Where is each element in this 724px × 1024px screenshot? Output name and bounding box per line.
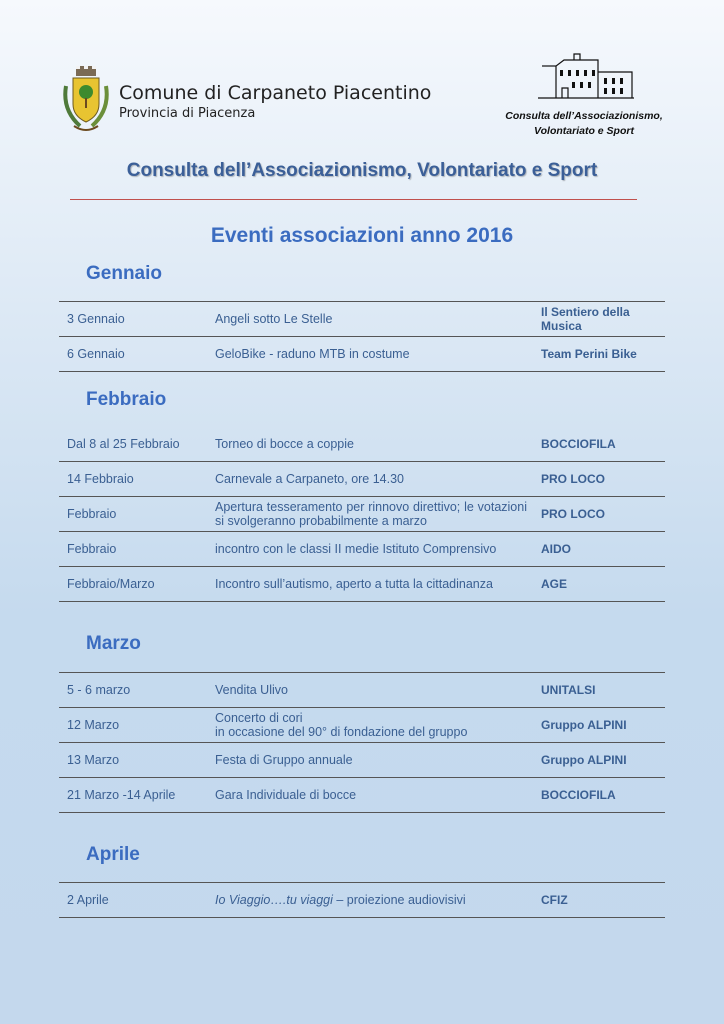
table-row (59, 532, 665, 567)
event-organizer: BOCCIOFILA (541, 788, 616, 802)
table-row (59, 302, 665, 337)
month-heading: Aprile (86, 844, 140, 865)
event-organizer: UNITALSI (541, 683, 596, 697)
event-title: Torneo di bocce a coppie (215, 437, 354, 451)
event-date: 2 Aprile (67, 893, 109, 907)
event-organizer: PRO LOCO (541, 472, 606, 486)
event-organizer: BOCCIOFILA (541, 437, 616, 451)
event-organizer: AIDO (541, 542, 571, 556)
event-date: 6 Gennaio (67, 347, 125, 361)
event-title: Apertura tesseramento per rinnovo direttivo; le votazioni si svolgeranno probabilmente a marzo (215, 500, 527, 528)
table-row (59, 673, 665, 708)
events-table (59, 882, 665, 918)
event-title: Gara Individuale di bocce (215, 788, 357, 802)
month-heading: Febbraio (86, 389, 167, 410)
event-title: Vendita Ulivo (215, 683, 288, 697)
event-organizer: CFIZ (541, 893, 568, 907)
event-date: 13 Marzo (67, 753, 120, 767)
building-logo-icon (536, 52, 636, 102)
consulta-title: Consulta dell’Associazionismo, Volontariato e Sport (126, 160, 598, 181)
event-organizer: Il Sentiero della Musica (541, 305, 630, 333)
event-title: Carnevale a Carpaneto, ore 14.30 (215, 472, 405, 486)
province-name: Provincia di Piacenza (119, 106, 256, 121)
event-title-rest: – proiezione audiovisivi (332, 893, 466, 907)
event-title: incontro con le classi II medie Istituto Comprensivo (215, 542, 497, 556)
event-organizer: Gruppo ALPINI (541, 718, 627, 732)
month-heading: Gennaio (86, 263, 163, 284)
table-row (59, 743, 665, 778)
table-row (59, 497, 665, 532)
event-date: 5 - 6 marzo (67, 683, 131, 697)
table-row (59, 337, 665, 372)
events-table (59, 426, 665, 602)
event-organizer: AGE (541, 577, 568, 591)
event-title: GeloBike - raduno MTB in costume (215, 347, 410, 361)
event-date: Dal 8 al 25 Febbraio (67, 437, 180, 451)
event-title-line: Concerto di cori (215, 711, 303, 725)
divider (70, 199, 637, 200)
event-date: 14 Febbraio (67, 472, 134, 486)
table-row (59, 883, 665, 918)
event-title (215, 708, 527, 742)
event-title: Incontro sull’autismo, aperto a tutta la cittadinanza (215, 577, 493, 591)
event-date: 21 Marzo -14 Aprile (67, 788, 176, 802)
event-title: Festa di Gruppo annuale (215, 753, 353, 767)
events-table (59, 672, 665, 813)
table-row (59, 708, 665, 743)
municipality-name: Comune di Carpaneto Piacentino (119, 82, 432, 104)
page-title: Eventi associazioni anno 2016 (210, 224, 514, 247)
logo-caption-line: Consulta dell’Associazionismo, (505, 110, 663, 122)
event-date: Febbraio/Marzo (67, 577, 155, 591)
event-date: Febbraio (67, 542, 117, 556)
month-heading: Marzo (86, 633, 141, 654)
municipal-crest-icon (60, 64, 112, 134)
event-organizer: Team Perini Bike (541, 347, 637, 361)
logo-caption (498, 109, 670, 139)
table-row (59, 567, 665, 602)
table-row (59, 778, 665, 813)
event-date: Febbraio (67, 507, 117, 521)
events-table (59, 301, 665, 372)
event-title (215, 883, 527, 917)
event-date: 3 Gennaio (67, 312, 125, 326)
event-organizer: Gruppo ALPINI (541, 753, 627, 767)
event-date: 12 Marzo (67, 718, 120, 732)
logo-caption-line: Volontariato e Sport (534, 125, 634, 137)
event-title: Angeli sotto Le Stelle (215, 312, 333, 326)
table-row (59, 462, 665, 497)
table-row (59, 427, 665, 462)
event-title-italic: Io Viaggio….tu viaggi (215, 893, 333, 907)
event-organizer: PRO LOCO (541, 507, 606, 521)
event-title-line: in occasione del 90° di fondazione del gruppo (215, 725, 468, 739)
